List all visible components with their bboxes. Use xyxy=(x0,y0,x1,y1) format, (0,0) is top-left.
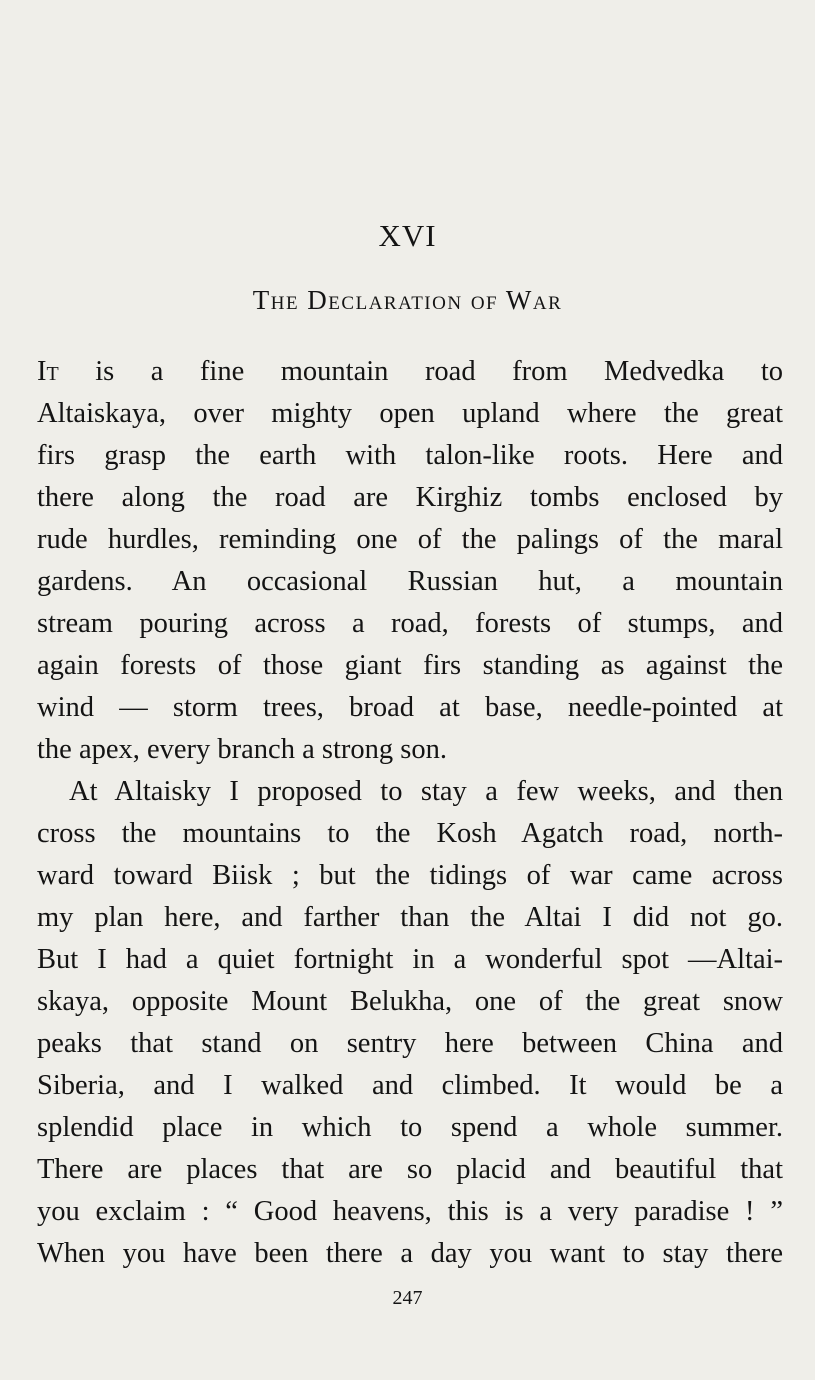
paragraph-lead-word: It xyxy=(37,356,59,387)
text-line: When you have been there a day you want to stay there xyxy=(37,1238,783,1269)
text-line: cross the mountains to the Kosh Agatch road, north- xyxy=(37,818,783,849)
text-line: skaya, opposite Mount Belukha, one of the great snow xyxy=(37,986,783,1017)
text-line: Altaiskaya, over mighty open upland where the great xyxy=(37,398,783,429)
text-line-content: is a fine mountain road from Medvedka to xyxy=(58,356,783,387)
text-line: wind — storm trees, broad at base, needle-pointed at xyxy=(37,692,783,723)
chapter-title: The Declaration of War xyxy=(252,285,563,315)
text-line: gardens. An occasional Russian hut, a mountain xyxy=(37,566,783,597)
text-line: There are places that are so placid and beautiful that xyxy=(37,1154,783,1185)
text-line: At Altaisky I proposed to stay a few weeks, and then xyxy=(69,776,783,807)
text-line: Siberia, and I walked and climbed. It would be a xyxy=(37,1070,783,1101)
text-line: stream pouring across a road, forests of stumps, and xyxy=(37,608,783,639)
text-line: again forests of those giant firs standing as against the xyxy=(37,650,783,681)
text-line: firs grasp the earth with talon-like roots. Here and xyxy=(37,440,783,471)
text-line: you exclaim : “ Good heavens, this is a very paradise ! ” xyxy=(37,1196,783,1227)
text-line: ward toward Biisk ; but the tidings of war came across xyxy=(37,860,783,891)
text-line: my plan here, and farther than the Altai I did not go. xyxy=(37,902,783,933)
text-line: the apex, every branch a strong son. xyxy=(37,734,447,765)
body-text xyxy=(37,351,783,1275)
page-number: 247 xyxy=(392,1287,423,1309)
chapter-number: XVI xyxy=(378,218,437,253)
text-line: rude hurdles, reminding one of the palings of the maral xyxy=(37,524,783,555)
text-line: peaks that stand on sentry here between China and xyxy=(37,1028,783,1059)
text-line: there along the road are Kirghiz tombs enclosed by xyxy=(37,482,783,513)
text-line: splendid place in which to spend a whole summer. xyxy=(37,1112,783,1143)
text-line: But I had a quiet fortnight in a wonderful spot —Altai- xyxy=(37,944,783,975)
text-line xyxy=(37,351,783,393)
